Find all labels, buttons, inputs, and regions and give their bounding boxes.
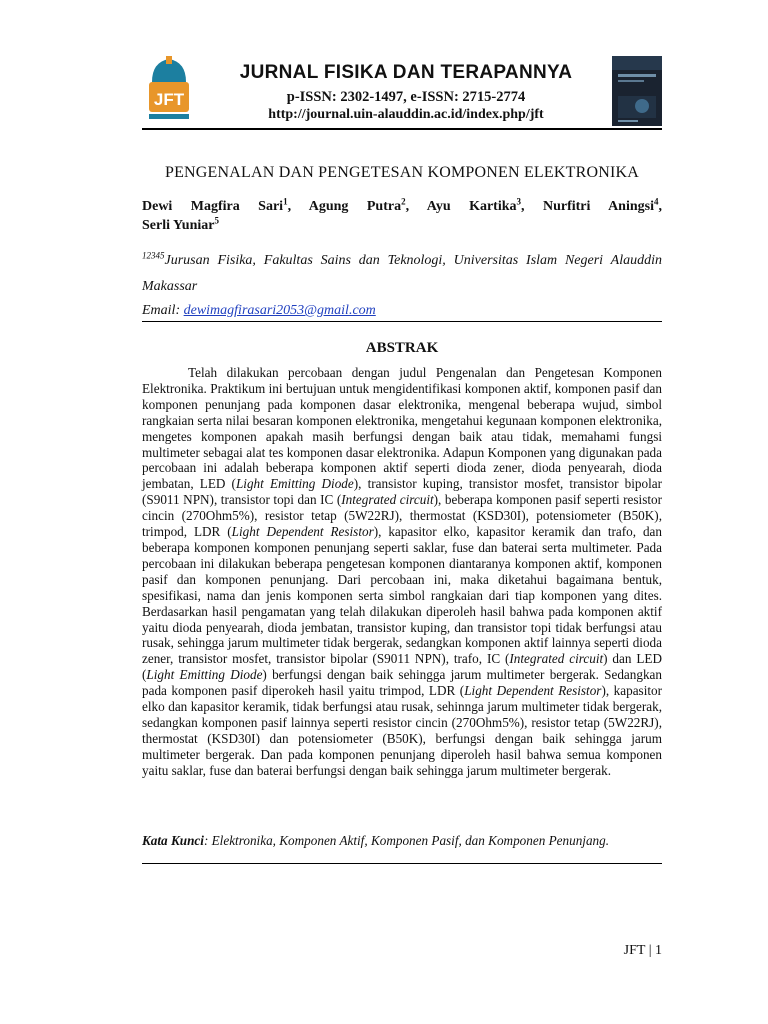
abstract-italic-term: Light Emitting Diode: [235, 476, 354, 492]
page-number: JFT | 1: [623, 943, 662, 958]
abstract-italic-term: Light Emitting Diode: [146, 667, 263, 683]
paper-title: PENGENALAN DAN PENGETESAN KOMPONEN ELEKTRONIKA: [164, 164, 640, 181]
section-divider: [142, 321, 662, 322]
keywords-label: Kata Kunci: [142, 833, 204, 848]
affiliation-sup: 12345: [142, 250, 165, 261]
jft-logo-icon: [144, 56, 194, 126]
author-sup: 1: [283, 196, 288, 207]
author-sep: ,: [658, 199, 662, 214]
abstract-italic-term: Light Dependent Resistor: [231, 524, 374, 540]
author-sup: 2: [401, 196, 406, 207]
author-sep: ,: [287, 199, 292, 214]
abstract-text: ), transistor kuping, transistor mosfet, transistor bipolar (S9011 NPN), transistor topi dan IC (: [142, 476, 663, 508]
abstract-text: ) berfungsi dengan baik sehingga jarum multimeter bergerak. Sedangkan pada komponen pasif diperokeh hasil yaitu trimpod, LDR (: [142, 667, 663, 699]
affiliation-text: Jurusan Fisika, Fakultas Sains dan Teknologi, Universitas Islam Negeri Alauddin Makassar: [142, 253, 662, 294]
email-label: Email:: [142, 303, 184, 318]
author-sep: ,: [521, 199, 525, 214]
author-sup: 4: [653, 196, 659, 207]
abstract-text: Telah dilakukan percobaan dengan judul Pengenalan dan Pengetesan Komponen Elektronika. Praktikum ini bertujuan untuk mengidentifikasi komponen aktif, komponen pasif dan komponen penunjang pada komponen dasar elektronika, mengenal beberapa wujud, simbol rangkaian serta nilai besaran komponen elektronika, mengetahui kegunaan komponen elektronika, mengetes komponen apakah masih berfungsi dengan baik atau tidak, memahami fungsi multimeter sebagai alat tes komponen dasar elektronika. Adapun Komponen yang digunakan pada percobaan ini adalah beberapa komponen aktif seperti dioda zener, dioda penyearah, dioda jembatan, LED (: [142, 365, 662, 492]
abstract-text: ), kapasitor elko dan kapasitor keramik, tidak berfungsi atau rusak, sehinnga jarum multimeter tidak bergerak, sedangkan komponen pasif lainnya seperti resistor cincin (270Ohm5%), resistor tetap (5W22RJ), thermostat (KSD30I) dan potensiometer (B50K), berfungsi dengan baik sehingga jarum multimeter bergerak. Dan pada komponen penunjang diperoleh hasil bahwa semua komponen yaitu saklar, fuse dan baterai berfungsi dengan baik sehingga jarum multimeter bergerak.: [142, 683, 663, 778]
journal-url[interactable]: http://journal.uin-alauddin.ac.id/index.php/jft: [268, 107, 544, 122]
header-divider: [142, 128, 662, 130]
keywords: [142, 833, 662, 849]
email-link[interactable]: dewimagfirasari2053@gmail.com: [183, 303, 376, 318]
author-list-line2: [142, 217, 219, 235]
author-sep: ,: [405, 199, 410, 214]
author-sup: 5: [214, 215, 219, 226]
abstract-italic-term: Integrated circuit: [509, 651, 604, 667]
abstract-text: ), beberapa komponen pasif seperti resistor cincin (270Ohm5%), resistor tetap (5W22RJ), thermostat (KSD30I), potensiometer (B50K), trimpod, LDR (: [142, 492, 662, 540]
email-line: [142, 303, 376, 319]
bottom-divider: [142, 863, 662, 864]
author-name: Dewi Magfira Sari: [142, 199, 284, 214]
author-sup: 3: [516, 196, 522, 207]
abstract-italic-term: Light Dependent Resistor: [464, 683, 602, 699]
author-name: Ayu Kartika: [426, 199, 517, 214]
author-name: Serli Yuniar: [142, 218, 215, 233]
author-name: Nurfitri Aningsi: [542, 199, 654, 214]
abstract-heading: ABSTRAK: [365, 340, 439, 356]
keywords-text: : Elektronika, Komponen Aktif, Komponen Pasif, dan Komponen Penunjang.: [203, 833, 610, 848]
logo-text: JFT: [153, 90, 185, 109]
abstract-body: [142, 365, 662, 779]
abstract-text: ), kapasitor elko, kapasitor keramik dan trafo, dan beberapa komponen komponen penunjang seperti saklar, fuse dan baterai serta multimeter. Pada percobaan ini dilakukan beberapa pengetesan komponen diantaranya komponen aktif, komponen pasif dan komponen penunjang. Dari percobaan ini, maka diketahui bagaimana bentuk, spesifikasi, nama dan jenis komponen serta simbol rangkaian dari tiap komponen yang dites. Berdasarkan hasil pengamatan yang telah dilakukan diperoleh hasil bahwa pada komponen aktif yaitu dioda penyearah, dioda jembatan, transistor kuping, dan transistor topi tidak berfungsi atau rusak, sehingga jarum multimeter tidak bergerak, sedangkan komponen aktif lainnya seperti dioda zener, transistor mosfet, transistor bipolar (S9011 NPN), trafo, IC (: [142, 524, 662, 667]
affiliation: [142, 248, 662, 300]
journal-title: JURNAL FISIKA DAN TERAPANNYA: [239, 62, 573, 83]
journal-cover-icon: [612, 56, 662, 126]
journal-issn: p-ISSN: 2302-1497, e-ISSN: 2715-2774: [286, 89, 526, 105]
author-name: Agung Putra: [308, 199, 402, 214]
abstract-italic-term: Integrated circuit: [341, 492, 434, 508]
abstract-text: ) dan LED (: [142, 651, 662, 683]
author-list: [142, 198, 662, 216]
